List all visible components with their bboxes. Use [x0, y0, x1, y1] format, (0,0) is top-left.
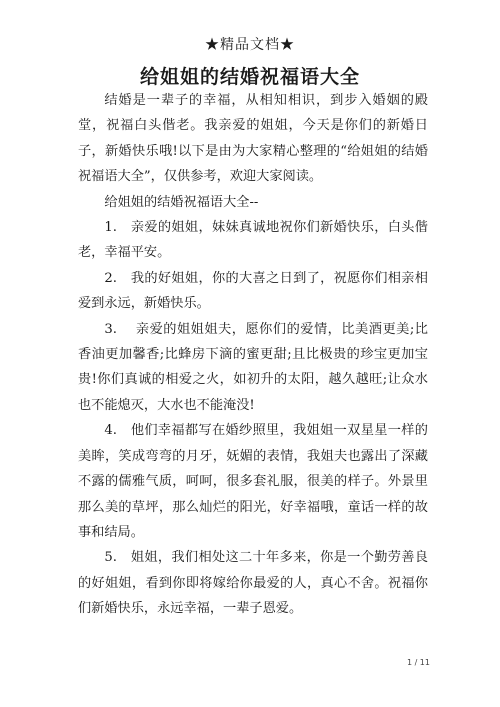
paragraph-item-4: 4. 他们幸福都写在婚纱照里，我姐姐一双星星一样的美眸，笑成弯弯的月牙，妩媚的表情，我姐夫也露出了深藏不露的儒雅气质，呵呵，很多套礼服，很美的样子。外景里那么美的草坪，那么灿烂的阳光，好幸福哦，童话一样的故事和结局。 — [78, 423, 428, 540]
document-title: 给姐姐的结婚祝福语大全 — [139, 66, 360, 88]
paragraph-intro: 结婚是一辈子的幸福，从相知相识，到步入婚姻的殿堂，祝福白头偕老。我亲爱的姐姐，今天是你们的新婚日子，新婚快乐哦!以下是由为大家精心整理的“给姐姐的结婚祝福语大全”，仅供参考，欢迎大家阅读。 — [78, 93, 428, 185]
paragraph-item-1: 1. 亲爱的姐姐，妹妹真诚地祝你们新婚快乐，白头偕老，幸福平安。 — [78, 220, 428, 261]
paragraph-item-5: 5. 姐姐，我们相处这二十年多来，你是一个勤劳善良的好姐姐，看到你即将嫁给你最爱的人，真心不舍。祝福你们新婚快乐，永远幸福，一辈子恩爱。 — [78, 550, 428, 617]
page-number: 1 / 11 — [406, 658, 430, 667]
header-label: ★精品文档★ — [205, 37, 295, 53]
document-body — [78, 88, 428, 622]
paragraph-item-2: 2. 我的好姐姐，你的大喜之日到了，祝愿你们相亲相爱到永远，新婚快乐。 — [78, 270, 428, 312]
paragraph-item-3: 3. 亲爱的姐姐姐夫，愿你们的爱情，比美酒更美;比香油更加馨香;比蜂房下滴的蜜更甜;且比极贵的珍宝更加宝贵!你们真诚的相爱之火，如初升的太阳，越久越旺;让众水也不能熄灭，大水也不能淹没! — [78, 321, 428, 413]
paragraph-list-heading: 给姐姐的结婚祝福语大全-- — [104, 194, 259, 210]
